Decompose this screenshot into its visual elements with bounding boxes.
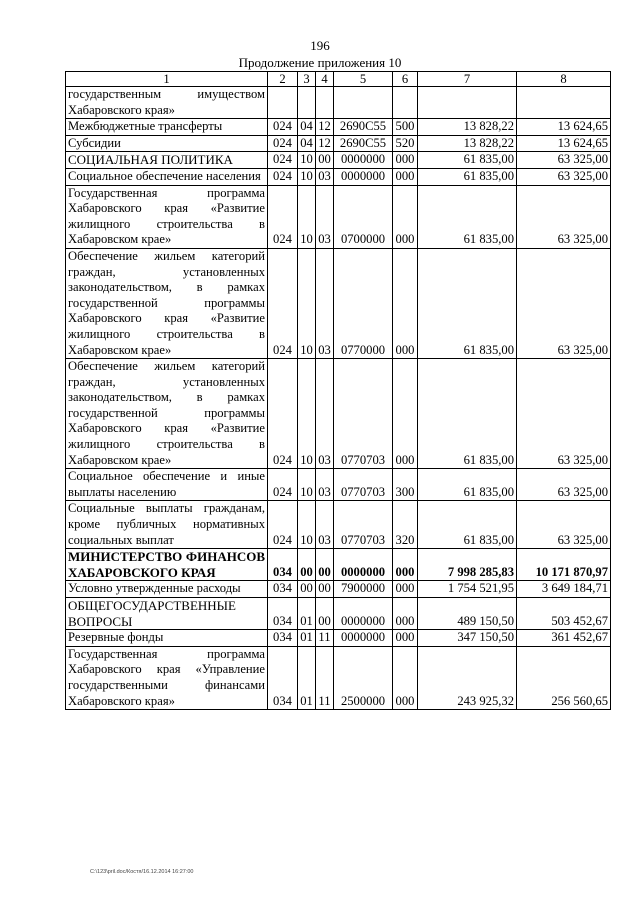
cell-target-article: 2690С55: [334, 119, 393, 136]
row-name: Социальное обеспечение и иные выплаты населению: [66, 469, 268, 501]
cell-subsection: 03: [316, 248, 334, 358]
budget-table: [65, 71, 611, 710]
cell-expense-type: 000: [393, 581, 418, 598]
cell-ministry-code: 024: [268, 119, 298, 136]
row-name: Межбюджетные трансферты: [66, 119, 268, 136]
cell-amount-year2: 3 649 184,71: [517, 581, 611, 598]
cell-target-article: 0770000: [334, 248, 393, 358]
cell-ministry-code: [268, 87, 298, 119]
table-row: [66, 469, 611, 501]
cell-subsection: 12: [316, 119, 334, 136]
cell-expense-type: 000: [393, 248, 418, 358]
row-name: Социальные выплаты гражданам, кроме публичных нормативных социальных выплат: [66, 501, 268, 549]
cell-target-article: 0000000: [334, 168, 393, 185]
cell-ministry-code: 024: [268, 359, 298, 469]
cell-section: 10: [298, 185, 316, 248]
row-name: Условно утвержденные расходы: [66, 581, 268, 598]
cell-expense-type: 520: [393, 135, 418, 152]
cell-ministry-code: 034: [268, 630, 298, 647]
cell-ministry-code: 024: [268, 152, 298, 169]
cell-expense-type: 300: [393, 469, 418, 501]
header-cell: 2: [268, 72, 298, 87]
row-name: Государственная программа Хабаровского края «Развитие жилищного строительства в Хабаровском крае»: [66, 185, 268, 248]
cell-subsection: 03: [316, 359, 334, 469]
cell-amount-year2: 10 171 870,97: [517, 549, 611, 581]
table-row: [66, 119, 611, 136]
cell-target-article: 0000000: [334, 630, 393, 647]
cell-target-article: 0770703: [334, 469, 393, 501]
header-cell: 3: [298, 72, 316, 87]
cell-subsection: 03: [316, 501, 334, 549]
cell-ministry-code: 034: [268, 598, 298, 630]
cell-expense-type: 000: [393, 168, 418, 185]
cell-amount-year1: 243 925,32: [418, 646, 517, 709]
cell-amount-year2: 63 325,00: [517, 359, 611, 469]
row-name: Резервные фонды: [66, 630, 268, 647]
cell-section: 10: [298, 152, 316, 169]
cell-amount-year1: 13 828,22: [418, 135, 517, 152]
cell-amount-year2: 256 560,65: [517, 646, 611, 709]
cell-amount-year2: 13 624,65: [517, 135, 611, 152]
cell-amount-year2: 63 325,00: [517, 168, 611, 185]
cell-target-article: 0000000: [334, 152, 393, 169]
cell-section: 00: [298, 549, 316, 581]
cell-amount-year2: 63 325,00: [517, 185, 611, 248]
cell-ministry-code: 024: [268, 248, 298, 358]
header-cell: 5: [334, 72, 393, 87]
page-number: 196: [310, 38, 330, 53]
file-path-footer: C:\123\pril.doc/Костя/16.12.2014 16:27:00: [90, 869, 194, 875]
cell-amount-year2: 361 452,67: [517, 630, 611, 647]
header-cell: 1: [66, 72, 268, 87]
cell-amount-year1: 61 835,00: [418, 469, 517, 501]
cell-expense-type: 000: [393, 359, 418, 469]
cell-ministry-code: 034: [268, 549, 298, 581]
cell-amount-year1: 61 835,00: [418, 248, 517, 358]
table-row: [66, 581, 611, 598]
cell-expense-type: 000: [393, 598, 418, 630]
cell-amount-year2: 503 452,67: [517, 598, 611, 630]
cell-amount-year1: 61 835,00: [418, 152, 517, 169]
cell-target-article: 0000000: [334, 549, 393, 581]
cell-subsection: 00: [316, 549, 334, 581]
row-name: СОЦИАЛЬНАЯ ПОЛИТИКА: [66, 152, 268, 169]
continuation-title: Продолжение приложения 10: [238, 55, 402, 70]
cell-ministry-code: 024: [268, 168, 298, 185]
table-row: [66, 248, 611, 358]
cell-amount-year1: 489 150,50: [418, 598, 517, 630]
cell-target-article: 0700000: [334, 185, 393, 248]
table-row: [66, 185, 611, 248]
row-name: Обеспечение жильем категорий граждан, установленных законодательством, в рамках государственной программы Хабаровского края «Развитие жилищного строительства в Хабаровском крае»: [66, 359, 268, 469]
cell-section: 00: [298, 581, 316, 598]
cell-subsection: [316, 87, 334, 119]
cell-expense-type: 000: [393, 185, 418, 248]
header-cell: 4: [316, 72, 334, 87]
cell-amount-year1: 1 754 521,95: [418, 581, 517, 598]
cell-section: [298, 87, 316, 119]
cell-subsection: 00: [316, 581, 334, 598]
cell-amount-year2: 13 624,65: [517, 119, 611, 136]
cell-amount-year1: [418, 87, 517, 119]
cell-section: 01: [298, 598, 316, 630]
cell-section: 10: [298, 359, 316, 469]
table-row: [66, 152, 611, 169]
row-name: Обеспечение жильем категорий граждан, установленных законодательством, в рамках государственной программы Хабаровского края «Развитие жилищного строительства в Хабаровском крае»: [66, 248, 268, 358]
row-name: государственным имуществом Хабаровского края»: [66, 87, 268, 119]
cell-subsection: 00: [316, 152, 334, 169]
cell-amount-year1: 61 835,00: [418, 168, 517, 185]
table-row: [66, 168, 611, 185]
cell-subsection: 11: [316, 630, 334, 647]
cell-target-article: 2690С55: [334, 135, 393, 152]
cell-section: 10: [298, 168, 316, 185]
table-row: [66, 549, 611, 581]
cell-section: 01: [298, 646, 316, 709]
cell-target-article: 0770703: [334, 501, 393, 549]
cell-section: 10: [298, 501, 316, 549]
cell-ministry-code: 024: [268, 469, 298, 501]
cell-section: 04: [298, 119, 316, 136]
cell-amount-year1: 13 828,22: [418, 119, 517, 136]
cell-section: 10: [298, 469, 316, 501]
cell-section: 01: [298, 630, 316, 647]
row-name: ОБЩЕГОСУДАРСТВЕННЫЕ ВОПРОСЫ: [66, 598, 268, 630]
cell-subsection: 03: [316, 469, 334, 501]
table-header-row: [66, 72, 611, 87]
cell-amount-year1: 61 835,00: [418, 185, 517, 248]
row-name: Социальное обеспечение населения: [66, 168, 268, 185]
cell-target-article: 0000000: [334, 598, 393, 630]
cell-expense-type: 000: [393, 630, 418, 647]
cell-amount-year1: 61 835,00: [418, 501, 517, 549]
header-cell: 6: [393, 72, 418, 87]
cell-expense-type: 000: [393, 152, 418, 169]
cell-ministry-code: 034: [268, 646, 298, 709]
table-row: [66, 87, 611, 119]
header-cell: 7: [418, 72, 517, 87]
table-row: [66, 630, 611, 647]
cell-section: 04: [298, 135, 316, 152]
table-row: [66, 135, 611, 152]
cell-subsection: 00: [316, 598, 334, 630]
cell-expense-type: 500: [393, 119, 418, 136]
cell-target-article: 2500000: [334, 646, 393, 709]
cell-subsection: 11: [316, 646, 334, 709]
cell-amount-year1: 61 835,00: [418, 359, 517, 469]
cell-ministry-code: 024: [268, 501, 298, 549]
cell-subsection: 03: [316, 185, 334, 248]
cell-amount-year2: 63 325,00: [517, 469, 611, 501]
cell-expense-type: 000: [393, 549, 418, 581]
cell-ministry-code: 024: [268, 185, 298, 248]
table-row: [66, 646, 611, 709]
cell-amount-year2: 63 325,00: [517, 501, 611, 549]
row-name: Государственная программа Хабаровского края «Управление государственными финансами Хабаровского края»: [66, 646, 268, 709]
cell-amount-year1: 7 998 285,83: [418, 549, 517, 581]
cell-subsection: 12: [316, 135, 334, 152]
cell-ministry-code: 034: [268, 581, 298, 598]
cell-expense-type: [393, 87, 418, 119]
cell-ministry-code: 024: [268, 135, 298, 152]
cell-expense-type: 000: [393, 646, 418, 709]
cell-target-article: [334, 87, 393, 119]
header-cell: 8: [517, 72, 611, 87]
table-row: [66, 501, 611, 549]
row-name: МИНИСТЕРСТВО ФИНАНСОВ ХАБАРОВСКОГО КРАЯ: [66, 549, 268, 581]
table-row: [66, 359, 611, 469]
cell-target-article: 7900000: [334, 581, 393, 598]
table-row: [66, 598, 611, 630]
cell-amount-year1: 347 150,50: [418, 630, 517, 647]
cell-section: 10: [298, 248, 316, 358]
cell-subsection: 03: [316, 168, 334, 185]
cell-amount-year2: [517, 87, 611, 119]
cell-target-article: 0770703: [334, 359, 393, 469]
row-name: Субсидии: [66, 135, 268, 152]
cell-expense-type: 320: [393, 501, 418, 549]
cell-amount-year2: 63 325,00: [517, 248, 611, 358]
cell-amount-year2: 63 325,00: [517, 152, 611, 169]
